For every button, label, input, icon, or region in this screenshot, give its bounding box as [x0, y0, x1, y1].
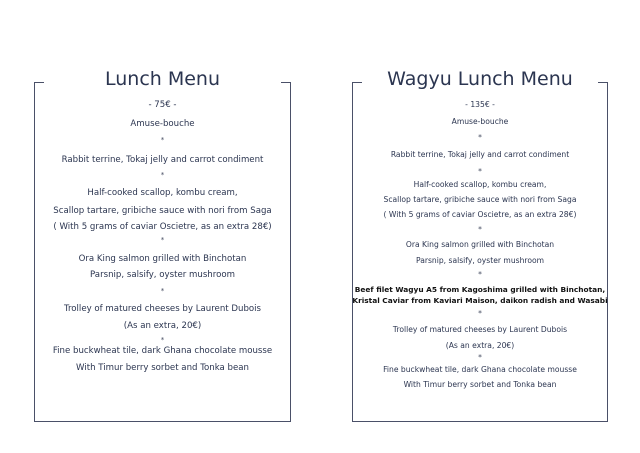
- separator-star: *: [478, 309, 482, 318]
- menu-line: ( With 5 grams of caviar Oscietre, as an extra 28€): [383, 210, 577, 219]
- menu-title: Wagyu Lunch Menu: [387, 68, 573, 90]
- menu-line: Amuse-bouche: [130, 119, 195, 129]
- menu-line: Ora King salmon grilled with Binchotan: [405, 240, 555, 249]
- menu-line: Half-cooked scallop, kombu cream,: [413, 180, 547, 189]
- menu-line: Fine buckwheat tile, dark Ghana chocolate mousse: [52, 346, 273, 356]
- menu-line: Parsnip, salsify, oyster mushroom: [90, 270, 235, 280]
- separator-star: *: [478, 167, 482, 176]
- menu-line: Rabbit terrine, Tokaj jelly and carrot condiment: [390, 150, 570, 159]
- separator-star: *: [478, 225, 482, 234]
- menu-line: - 135€ -: [465, 100, 495, 109]
- separator-star: *: [160, 236, 165, 244]
- menu-line: Kristal Caviar from Kaviari Maison, daikon radish and Wasabi: [352, 296, 608, 305]
- separator-star: *: [160, 287, 165, 295]
- separator-star: *: [478, 133, 482, 142]
- menu-line: Amuse-bouche: [451, 117, 509, 126]
- menu-line: ( With 5 grams of caviar Oscietre, as an extra 28€): [53, 222, 272, 232]
- menu-line: Trolley of matured cheeses by Laurent Dubois: [392, 325, 568, 334]
- menu-line: (As an extra, 20€): [445, 341, 515, 350]
- separator-star: *: [160, 136, 165, 144]
- menu-line: Rabbit terrine, Tokaj jelly and carrot condiment: [61, 155, 264, 165]
- lunch-menu-card: [34, 60, 291, 422]
- menu-line: Trolley of matured cheeses by Laurent Dubois: [63, 304, 262, 314]
- menu-line: Scallop tartare, gribiche sauce with nori from Saga: [53, 206, 272, 216]
- menu-line: Fine buckwheat tile, dark Ghana chocolate mousse: [383, 365, 577, 374]
- separator-star: *: [160, 171, 165, 179]
- menu-line: - 75€ -: [148, 100, 177, 110]
- menu-line: Beef filet Wagyu A5 from Kagoshima grilled with Binchotan,: [354, 285, 606, 294]
- menu-line: With Timur berry sorbet and Tonka bean: [76, 363, 249, 373]
- separator-star: *: [160, 336, 165, 344]
- menu-line: Parsnip, salsify, oyster mushroom: [415, 256, 545, 265]
- menu-title: Lunch Menu: [104, 68, 221, 90]
- menu-line: Scallop tartare, gribiche sauce with nori from Saga: [383, 195, 577, 204]
- wagyu-lunch-menu-card: [352, 60, 608, 422]
- menu-line: Ora King salmon grilled with Binchotan: [78, 254, 247, 264]
- menu-line: (As an extra, 20€): [123, 321, 202, 331]
- separator-star: *: [478, 353, 482, 362]
- menu-line: With Timur berry sorbet and Tonka bean: [403, 380, 557, 389]
- menu-line: Half-cooked scallop, kombu cream,: [87, 188, 238, 198]
- separator-star: *: [478, 270, 482, 279]
